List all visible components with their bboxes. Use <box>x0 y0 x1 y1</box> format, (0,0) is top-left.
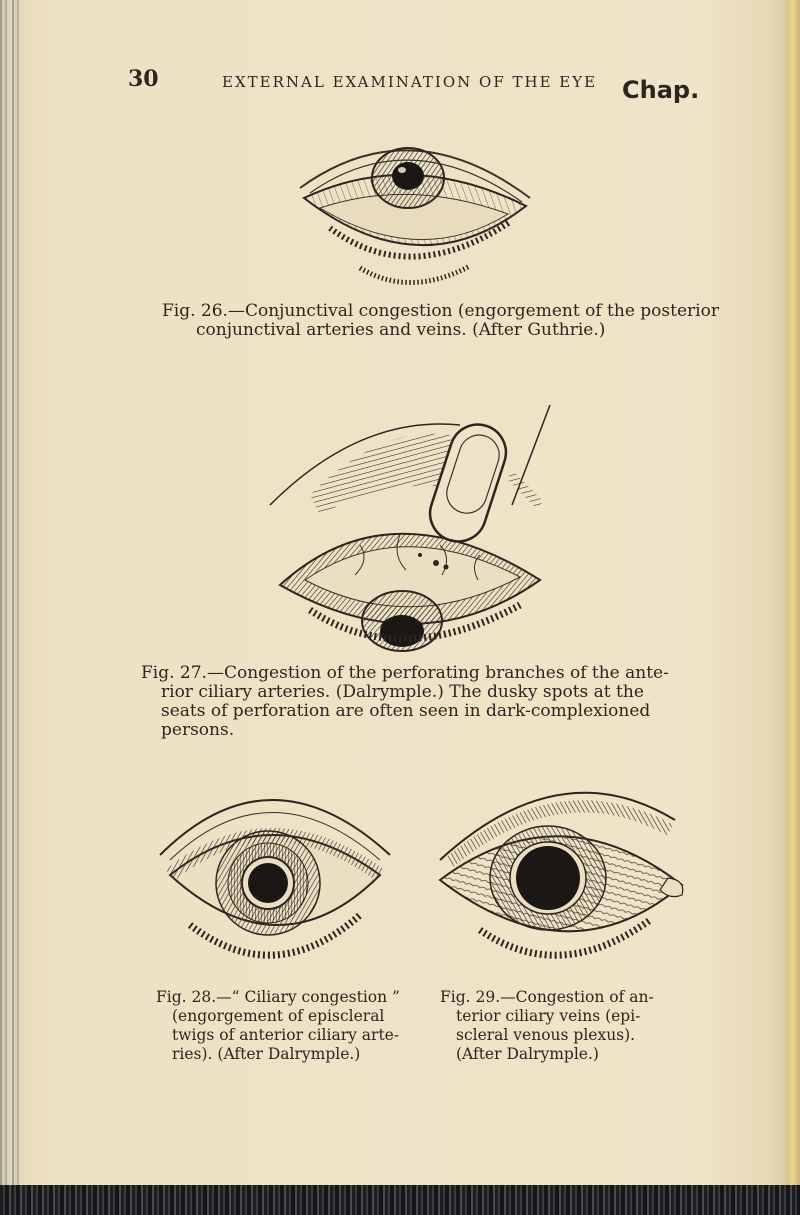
caption-line: ries). (After Dalrymple.) <box>172 1045 361 1063</box>
page-number: 30 <box>128 66 159 92</box>
caption-line: Fig. 27.—Congestion of the perforating branches of the ante- <box>141 663 669 683</box>
caption-line: terior ciliary veins (epi- <box>456 1007 641 1025</box>
chapter-label: Chap. <box>622 76 700 104</box>
book-gutter <box>0 0 24 1215</box>
figure-26-caption <box>162 302 722 340</box>
caption-line: Fig. 26.—Conjunctival congestion (engorgement of the posterior <box>162 301 719 321</box>
caption-line: Fig. 28.—“ Ciliary congestion ” <box>156 988 400 1006</box>
caption-line: rior ciliary arteries. (Dalrymple.) The dusky spots at the <box>161 682 644 702</box>
caption-line: conjunctival arteries and veins. (After Guthrie.) <box>196 320 606 340</box>
figure-29-caption <box>440 988 685 1064</box>
caption-line: (engorgement of episcleral <box>172 1007 385 1025</box>
page-bottom-edge <box>0 1185 800 1215</box>
caption-line: Fig. 29.—Congestion of an- <box>440 988 654 1006</box>
page-edge <box>786 0 800 1215</box>
figure-28-illustration <box>150 765 400 985</box>
running-head: EXTERNAL EXAMINATION OF THE EYE <box>222 73 598 91</box>
caption-line: scleral venous plexus). <box>456 1026 636 1044</box>
figure-26-illustration <box>290 118 540 298</box>
caption-line: seats of perforation are often seen in dark-complexioned <box>161 701 651 721</box>
figure-27-caption <box>141 664 731 740</box>
figure-28-caption <box>156 988 406 1064</box>
caption-line: twigs of anterior ciliary arte- <box>172 1026 400 1044</box>
figure-27-illustration <box>250 395 560 657</box>
caption-line: (After Dalrymple.) <box>456 1045 599 1063</box>
caption-line: persons. <box>161 720 235 740</box>
figure-29-illustration <box>420 760 690 982</box>
